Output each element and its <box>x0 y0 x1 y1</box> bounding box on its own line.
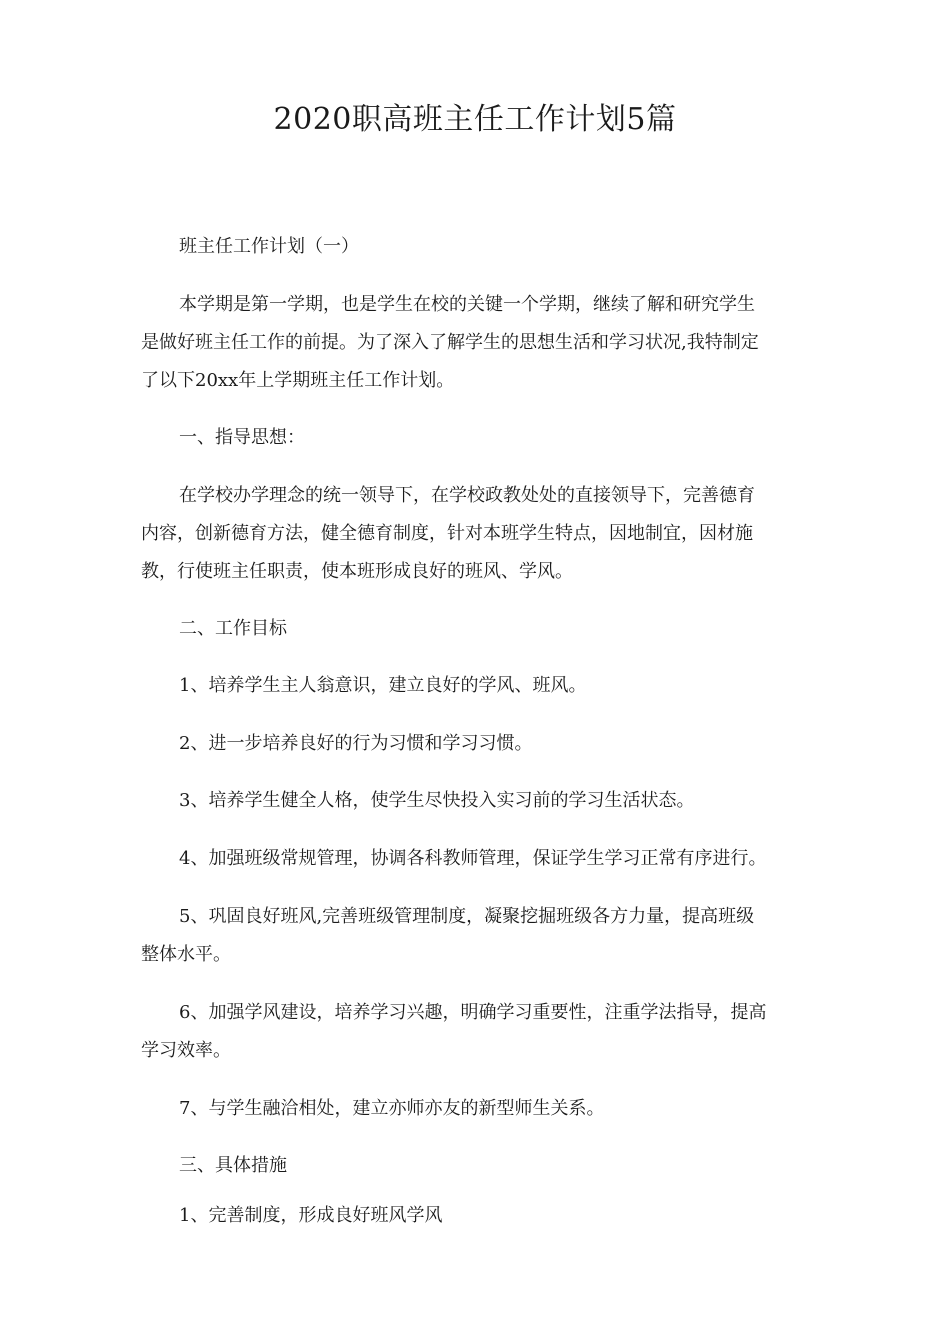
document-title: 2020职高班主任工作计划5篇 <box>273 102 677 137</box>
goal-item-5-line-2: 整体水平。 <box>141 944 231 965</box>
guiding-line-2: 内容，创新德育方法，健全德育制度，针对本班学生特点，因地制宜，因材施 <box>141 523 753 544</box>
goal-item-6-line-1: 6、加强学风建设，培养学习兴趣，明确学习重要性，注重学法指导，提高 <box>179 1002 767 1023</box>
heading-guiding-ideas: 一、指导思想： <box>179 427 305 448</box>
section-heading: 班主任工作计划（一） <box>179 236 359 257</box>
intro-line-3: 了以下20xx年上学期班主任工作计划。 <box>141 370 455 391</box>
goal-item-2: 2、进一步培养良好的行为习惯和学习习惯。 <box>179 733 533 754</box>
heading-work-goals: 二、工作目标 <box>179 618 287 639</box>
guiding-line-3: 教，行使班主任职责，使本班形成良好的班风、学风。 <box>141 561 573 582</box>
intro-line-2: 是做好班主任工作的前提。为了深入了解学生的思想生活和学习状况,我特制定 <box>141 332 759 353</box>
measure-item-1: 1、完善制度，形成良好班风学风 <box>179 1205 443 1226</box>
heading-specific-measures: 三、具体措施 <box>179 1155 287 1176</box>
goal-item-1: 1、培养学生主人翁意识，建立良好的学风、班风。 <box>179 675 587 696</box>
guiding-line-1: 在学校办学理念的统一领导下，在学校政教处处的直接领导下，完善德育 <box>179 485 755 506</box>
goal-item-6-line-2: 学习效率。 <box>141 1040 231 1061</box>
goal-item-7: 7、与学生融洽相处，建立亦师亦友的新型师生关系。 <box>179 1098 605 1119</box>
goal-item-5-line-1: 5、巩固良好班风,完善班级管理制度，凝聚挖掘班级各方力量，提高班级 <box>179 906 755 927</box>
intro-line-1: 本学期是第一学期，也是学生在校的关键一个学期，继续了解和研究学生 <box>179 294 755 315</box>
goal-item-3: 3、培养学生健全人格，使学生尽快投入实习前的学习生活状态。 <box>179 790 695 811</box>
goal-item-4: 4、加强班级常规管理，协调各科教师管理，保证学生学习正常有序进行。 <box>179 848 767 869</box>
